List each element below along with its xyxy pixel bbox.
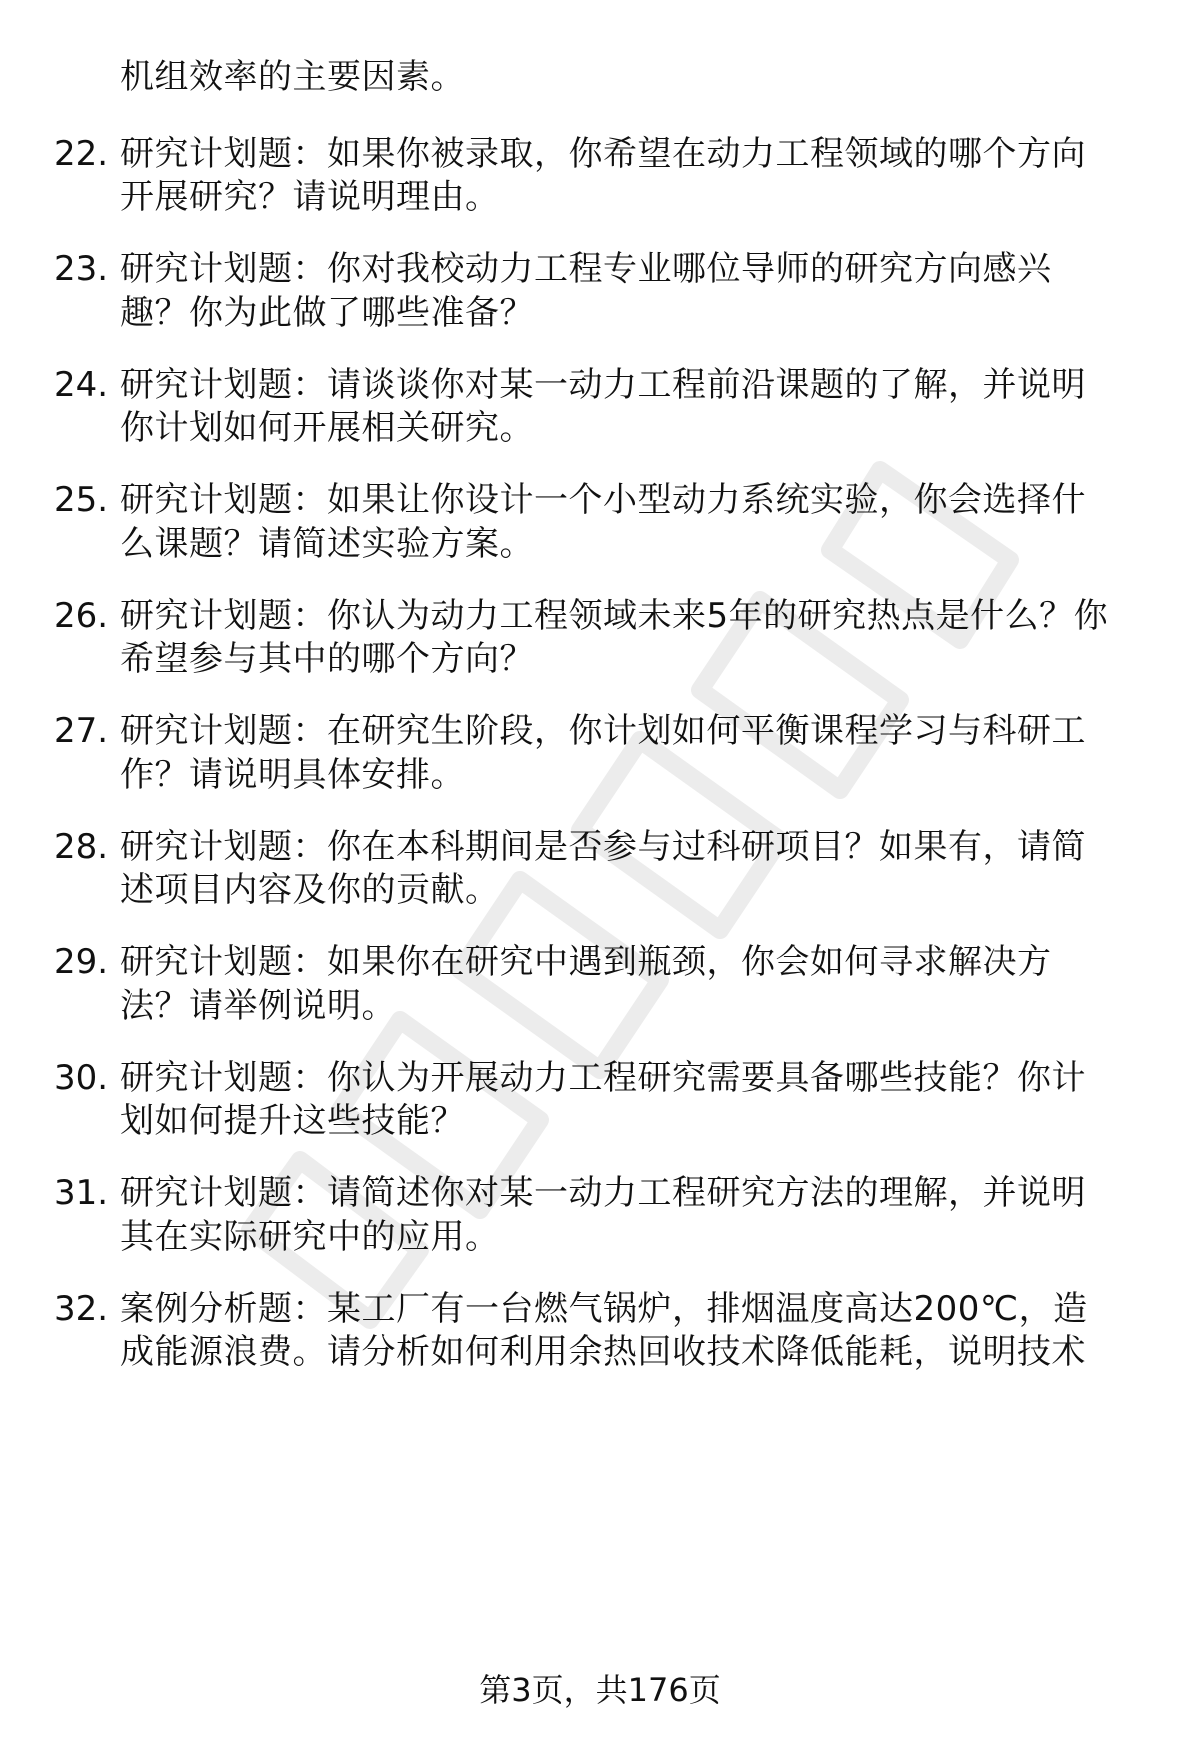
item-text-line: 你计划如何开展相关研究。	[120, 408, 534, 448]
item-text-line: 研究计划题：如果你被录取，你希望在动力工程领域的哪个方向	[120, 134, 1086, 174]
item-text-line: 成能源浪费。请分析如何利用余热回收技术降低能耗，说明技术	[120, 1332, 1086, 1372]
item-text-line: 述项目内容及你的贡献。	[120, 870, 500, 910]
item-number: 29.	[54, 942, 109, 982]
item-number: 23.	[54, 249, 109, 289]
item-number: 32.	[54, 1289, 109, 1329]
item-number: 30.	[54, 1058, 109, 1098]
item-number: 22.	[54, 134, 109, 174]
continuation-line: 机组效率的主要因素。	[120, 57, 465, 97]
item-text-line: 研究计划题：你在本科期间是否参与过科研项目？如果有，请简	[120, 827, 1086, 867]
item-text-line: 研究计划题：请简述你对某一动力工程研究方法的理解，并说明	[120, 1173, 1086, 1213]
item-text-line: 研究计划题：在研究生阶段，你计划如何平衡课程学习与科研工	[120, 711, 1086, 751]
item-text-line: 研究计划题：如果你在研究中遇到瓶颈，你会如何寻求解决方	[120, 942, 1052, 982]
item-number: 24.	[54, 365, 109, 405]
item-text-line: 案例分析题：某工厂有一台燃气锅炉，排烟温度高达200℃，造	[120, 1289, 1088, 1329]
item-text-line: 希望参与其中的哪个方向？	[120, 639, 534, 679]
item-text-line: 开展研究？请说明理由。	[120, 177, 500, 217]
item-text-line: 其在实际研究中的应用。	[120, 1217, 500, 1257]
item-text-line: 划如何提升这些技能？	[120, 1101, 465, 1141]
item-text-line: 研究计划题：你对我校动力工程专业哪位导师的研究方向感兴	[120, 249, 1052, 289]
item-text-line: 作？请说明具体安排。	[120, 755, 465, 795]
item-number: 28.	[54, 827, 109, 867]
item-text-line: 趣？你为此做了哪些准备？	[120, 293, 534, 333]
item-text-line: 么课题？请简述实验方案。	[120, 524, 534, 564]
item-number: 27.	[54, 711, 109, 751]
item-number: 26.	[54, 596, 109, 636]
item-text-line: 研究计划题：请谈谈你对某一动力工程前沿课题的了解，并说明	[120, 365, 1086, 405]
item-number: 25.	[54, 480, 109, 520]
item-number: 31.	[54, 1173, 109, 1213]
page-footer: 第3页，共176页	[479, 1671, 721, 1709]
item-text-line: 研究计划题：你认为开展动力工程研究需要具备哪些技能？你计	[120, 1058, 1086, 1098]
item-text-line: 研究计划题：你认为动力工程领域未来5年的研究热点是什么？你	[120, 596, 1109, 636]
item-text-line: 法？请举例说明。	[120, 986, 396, 1026]
item-text-line: 研究计划题：如果让你设计一个小型动力系统实验，你会选择什	[120, 480, 1086, 520]
